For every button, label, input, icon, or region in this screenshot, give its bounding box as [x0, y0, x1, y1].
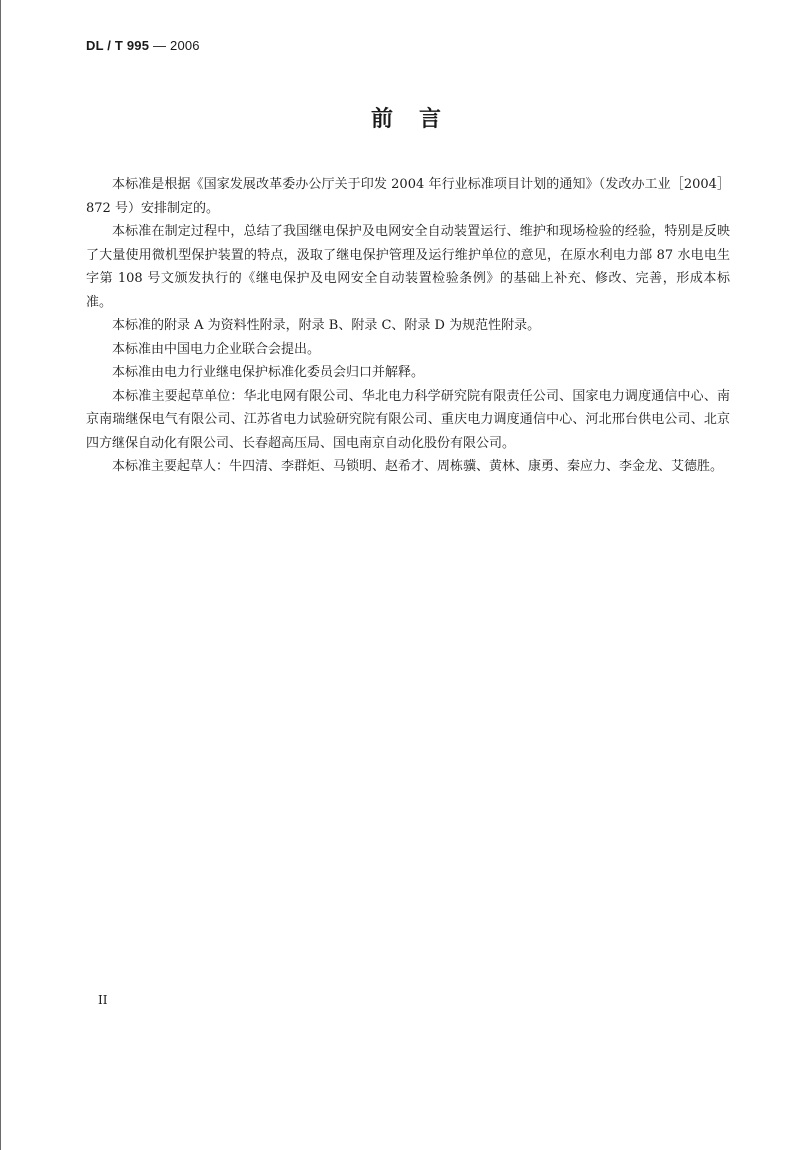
standard-code: DL / T 995 — [86, 38, 150, 53]
foreword-body — [86, 173, 730, 479]
paragraph-interpretation: 本标准由电力行业继电保护标准化委员会归口并解释。 — [112, 365, 425, 380]
paragraph-drafters: 本标准主要起草人：牛四清、李群炬、马锁明、赵希才、周栋骥、黄林、康勇、秦应力、李金龙、艾德胜。 — [112, 459, 724, 474]
paragraph-drafting-process: 本标准在制定过程中，总结了我国继电保护及电网安全自动装置运行、维护和现场检验的经验，特别是反映了大量使用微机型保护装置的特点，汲取了继电保护管理及运行维护单位的意见，在原水利电力部 87 水电电生字第 108 号文颁发执行的《继电保护及电网安全自动装置检验条例》的基础上补充、修改、完善，形成本标准。 — [86, 224, 730, 310]
page-number: II — [98, 993, 108, 1007]
paragraph-proposer: 本标准由中国电力企业联合会提出。 — [112, 341, 321, 357]
page-left-border — [0, 0, 1, 1150]
page-title: 前言 — [370, 107, 467, 132]
paragraph-drafting-units: 本标准主要起草单位：华北电网有限公司、华北电力科学研究院有限责任公司、国家电力调度通信中心、南京南瑞继保电气有限公司、江苏省电力试验研究院有限公司、重庆电力调度通信中心、河北邢台供电公司、北京四方继保自动化有限公司、长春超高压局、国电南京自动化股份有限公司。 — [86, 388, 730, 451]
standard-code-header — [86, 38, 200, 53]
standard-year: — 2006 — [149, 38, 200, 53]
paragraph-basis: 本标准是根据《国家发展改革委办公厅关于印发 2004 年行业标准项目计划的通知》（发改办工业［2004］872 号）安排制定的。 — [86, 177, 730, 216]
paragraph-annexes: 本标准的附录 A 为资料性附录，附录 B、附录 C、附录 D 为规范性附录。 — [112, 318, 541, 333]
